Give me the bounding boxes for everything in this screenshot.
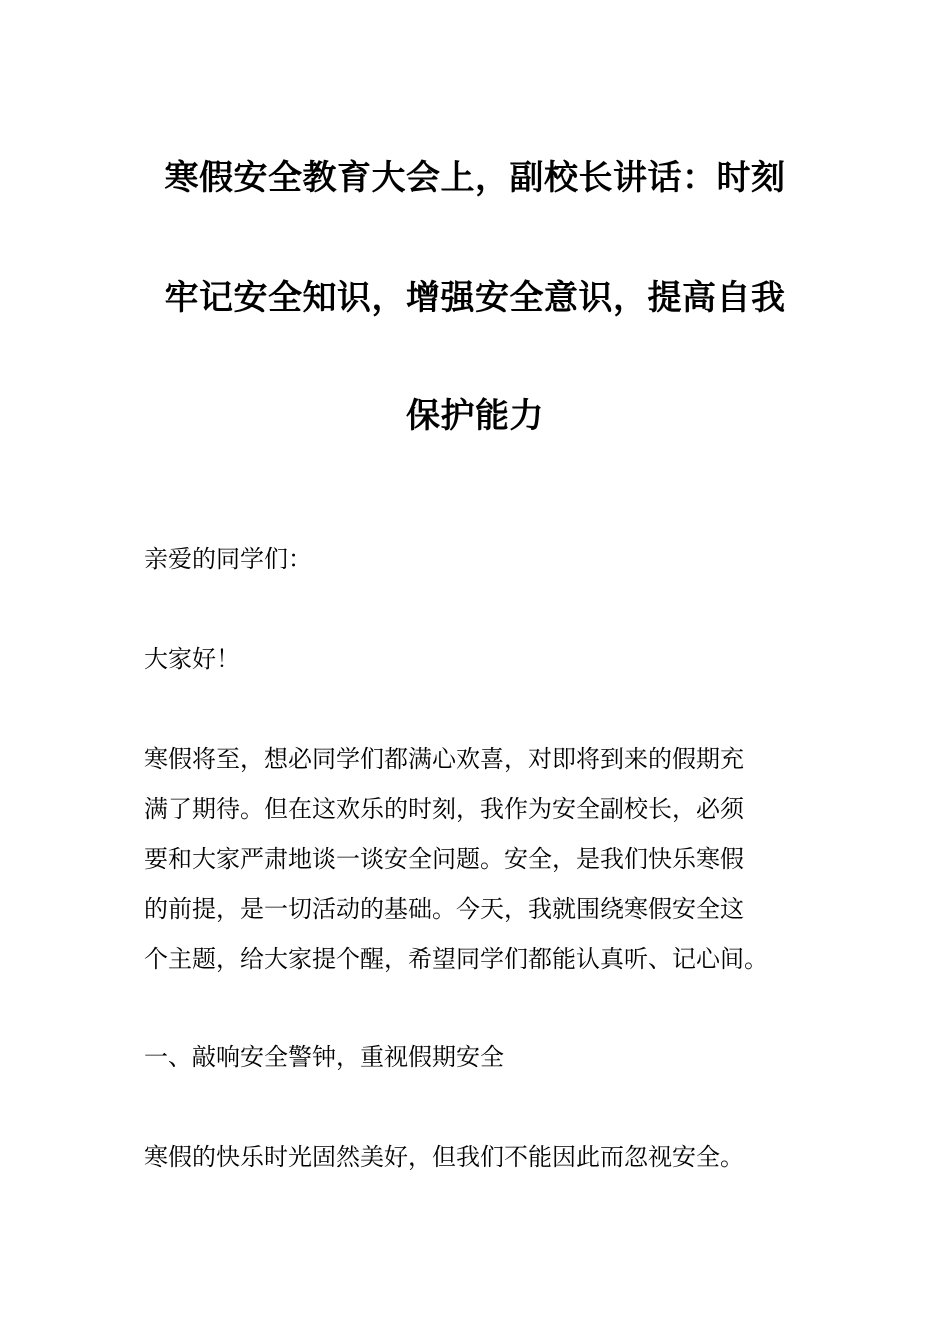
intro-line-1: 寒假将至，想必同学们都满心欢喜，对即将到来的假期充 bbox=[144, 745, 744, 773]
intro-line-5: 个主题，给大家提个醒，希望同学们都能认真听、记心间。 bbox=[144, 945, 768, 973]
title-line-1: 寒假安全教育大会上，副校长讲话：时刻 bbox=[164, 158, 786, 198]
salutation: 亲爱的同学们： bbox=[144, 545, 312, 573]
intro-paragraph bbox=[144, 734, 814, 984]
section-1-heading: 一、敲响安全警钟，重视假期安全 bbox=[144, 1043, 504, 1071]
intro-line-4: 的前提，是一切活动的基础。今天，我就围绕寒假安全这 bbox=[144, 895, 744, 923]
title-line-2: 牢记安全知识，增强安全意识，提高自我 bbox=[164, 278, 786, 318]
title-line-3: 保护能力 bbox=[406, 396, 544, 436]
greeting: 大家好！ bbox=[144, 645, 240, 673]
section-1-paragraph: 寒假的快乐时光固然美好，但我们不能因此而忽视安全。 bbox=[144, 1143, 744, 1171]
intro-line-2: 满了期待。但在这欢乐的时刻，我作为安全副校长，必须 bbox=[144, 795, 744, 823]
intro-line-3: 要和大家严肃地谈一谈安全问题。安全，是我们快乐寒假 bbox=[144, 845, 744, 873]
